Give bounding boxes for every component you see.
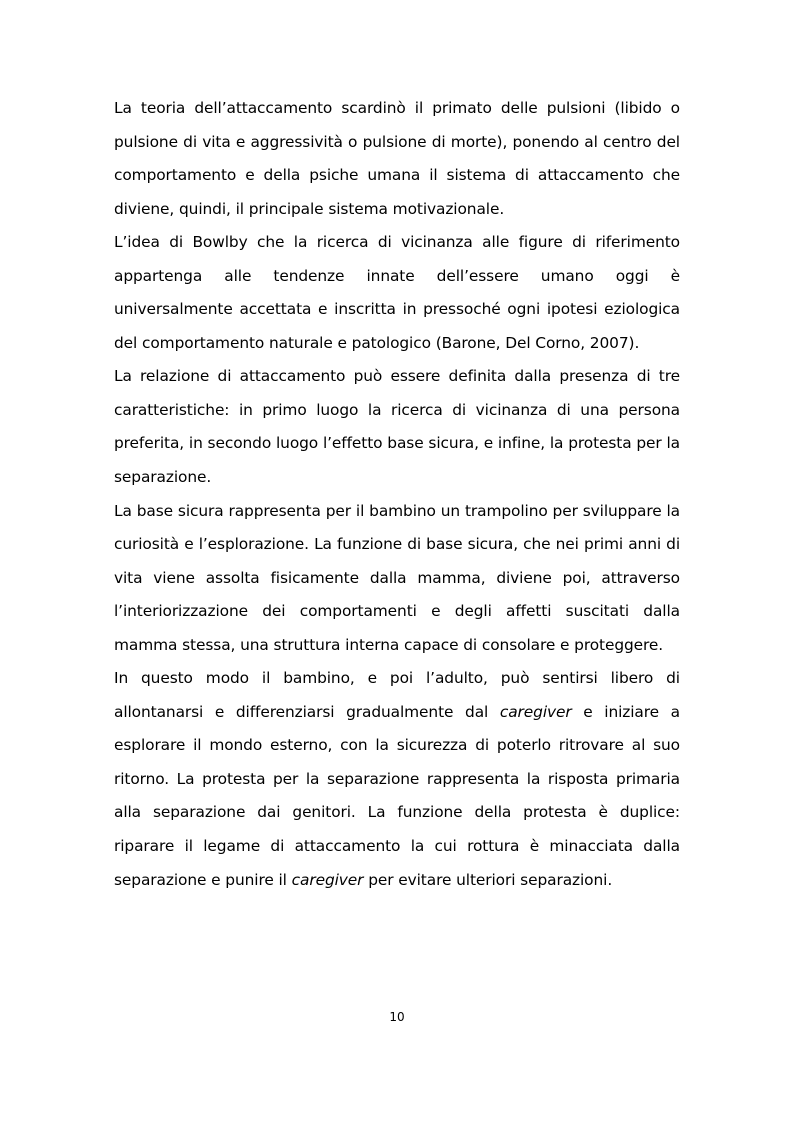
paragraph-5-text-c: per evitare ulteriori separazioni. (363, 870, 613, 889)
paragraph-5-text-b: e iniziare a esplorare il mondo esterno, con la sicurezza di poterlo ritrovare al suo ritorno. La protesta per la separazione rappresenta la risposta primaria alla separazione dai genitori. La funzione della protesta è duplice: riparare il legame di attaccamento la cui rottura è minacciata dalla separazione e punire il (114, 702, 680, 889)
page-number: 10 (389, 1010, 405, 1024)
paragraph-4 (114, 495, 680, 663)
paragraph-2 (114, 226, 680, 360)
paragraph-5-text-a: In questo modo il bambino, e poi l’adulto, può sentirsi libero di allontanarsi e differenziarsi gradualmente dal (114, 669, 680, 721)
caregiver-term: caregiver (499, 702, 572, 721)
paragraph-1-text: La teoria dell’attaccamento scardinò il primato delle pulsioni (libido o pulsione di vita e aggressività o pulsione di morte), ponendo al centro del comportamento e della psiche umana il sistema di attaccamento che diviene, quindi, il principale sistema motivazionale. (114, 99, 680, 218)
paragraph-1 (114, 92, 680, 226)
paragraph-5 (114, 662, 680, 897)
body-text (114, 92, 680, 897)
paragraph-4-text: La base sicura rappresenta per il bambino un trampolino per sviluppare la curiosità e l’esplorazione. La funzione di base sicura, che nei primi anni di vita viene assolta fisicamente dalla mamma, diviene poi, attraverso l’interiorizzazione dei comportamenti e degli affetti suscitati dalla mamma stessa, una struttura interna capace di consolare e proteggere. (114, 501, 680, 654)
caregiver-term: caregiver (291, 870, 364, 889)
paragraph-3 (114, 360, 680, 494)
paragraph-3-text: La relazione di attaccamento può essere definita dalla presenza di tre caratteristiche: in primo luogo la ricerca di vicinanza di una persona preferita, in secondo luogo l’effetto base sicura, e infine, la protesta per la separazione. (114, 367, 680, 487)
paragraph-2-text: L’idea di Bowlby che la ricerca di vicinanza alle figure di riferimento appartenga alle tendenze innate dell’essere umano oggi è universalmente accettata e inscritta in pressoché ogni ipotesi eziologica del comportamento naturale e patologico (Barone, Del Corno, 2007). (114, 233, 680, 352)
